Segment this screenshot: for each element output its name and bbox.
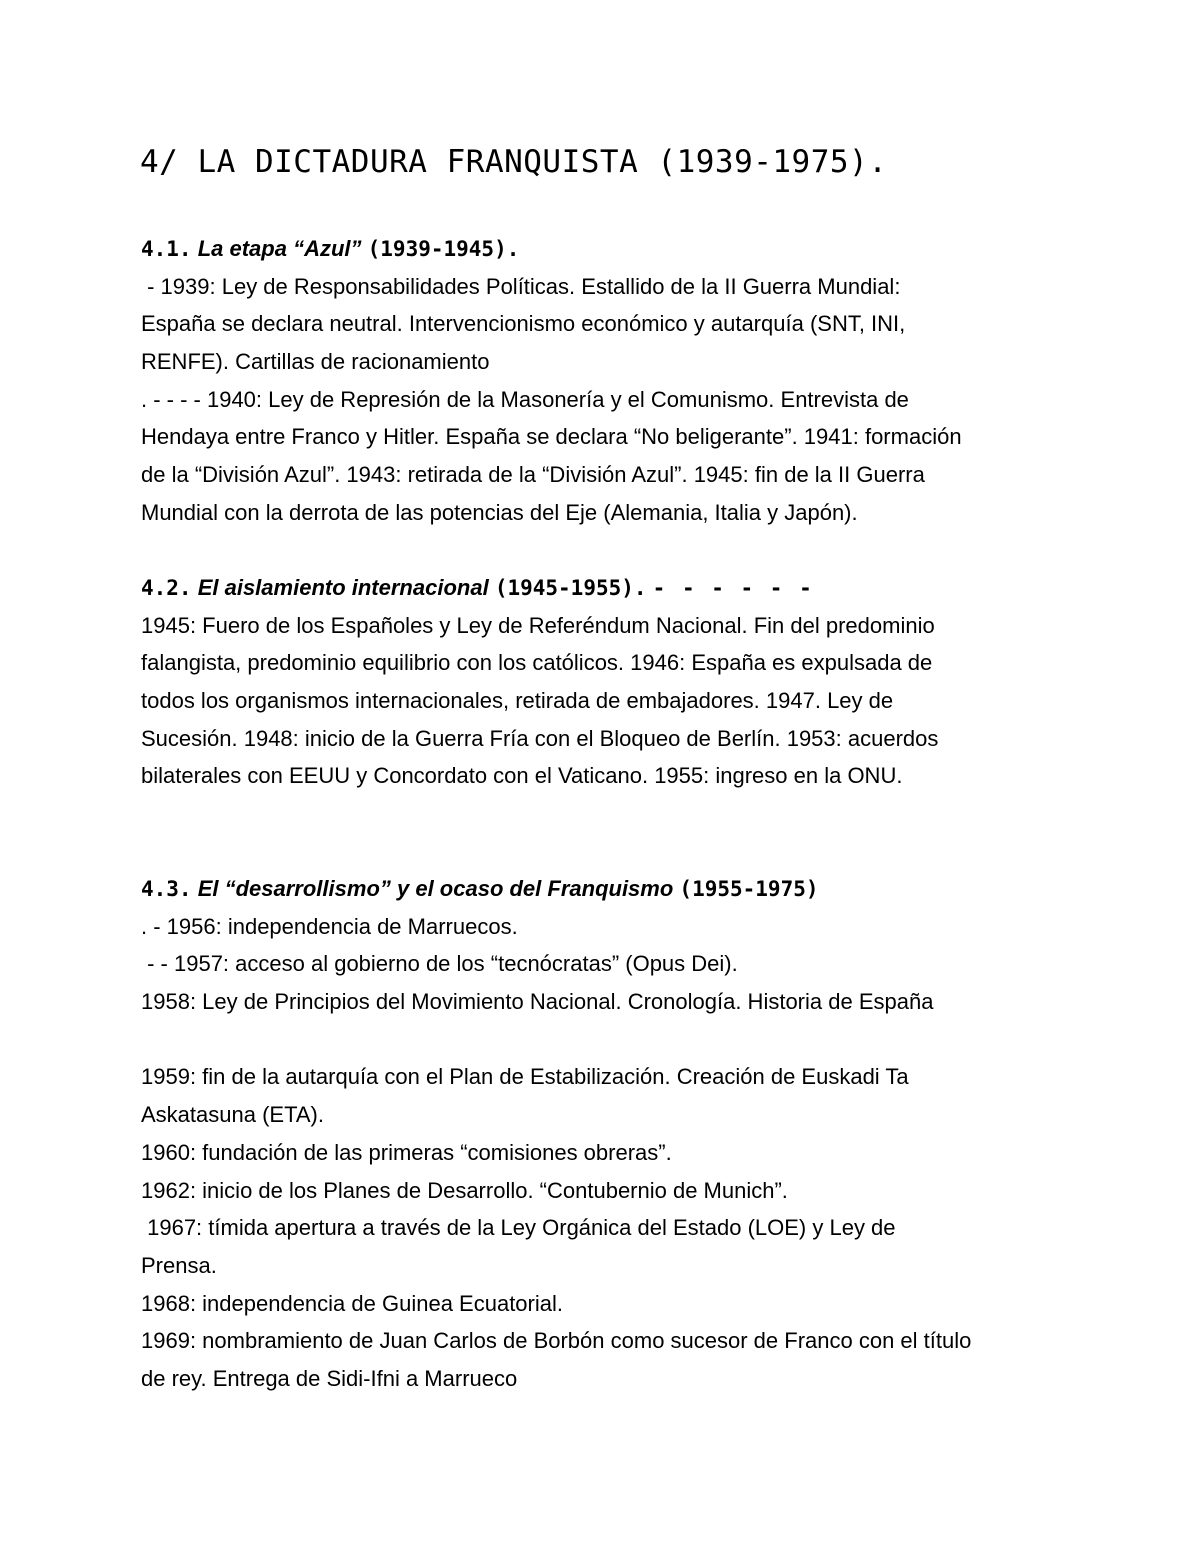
text-line: Hendaya entre Franco y Hitler. España se declara “No beligerante”. 1941: formación <box>141 424 962 450</box>
text-line: . - 1956: independencia de Marruecos. <box>141 913 518 939</box>
section-number: 4.1. <box>141 237 192 261</box>
text-line: 1969: nombramiento de Juan Carlos de Borbón como sucesor de Franco con el título <box>141 1328 972 1354</box>
text-line: Mundial con la derrota de las potencias del Eje (Alemania, Italia y Japón). <box>141 499 858 525</box>
text-line: todos los organismos internacionales, retirada de embajadores. 1947. Ley de <box>141 688 894 714</box>
section-heading <box>141 230 1071 268</box>
text-line: Prensa. <box>141 1252 217 1278</box>
text-line: 1968: independencia de Guinea Ecuatorial. <box>141 1290 563 1316</box>
section-number: 4.2. <box>141 576 192 600</box>
section-dates: (1945-1955). <box>494 576 647 600</box>
text-line: 1945: Fuero de los Españoles y Ley de Referéndum Nacional. Fin del predominio <box>141 612 935 638</box>
text-line: Sucesión. 1948: inicio de la Guerra Fría con el Bloqueo de Berlín. 1953: acuerdos <box>141 725 939 751</box>
text-line: 1959: fin de la autarquía con el Plan de Estabilización. Creación de Euskadi Ta <box>141 1064 909 1090</box>
text-line: 1967: tímida apertura a través de la Ley Orgánica del Estado (LOE) y Ley de <box>141 1215 896 1241</box>
section-heading <box>141 870 1071 908</box>
section-4-2 <box>141 569 1071 795</box>
section-number: 4.3. <box>141 877 192 901</box>
section-heading-text: La etapa “Azul” <box>197 236 362 261</box>
section-4-1 <box>141 230 1071 532</box>
section-heading-text: El aislamiento internacional <box>197 575 489 600</box>
text-line: Askatasuna (ETA). <box>141 1102 324 1128</box>
document-title: 4/ LA DICTADURA FRANQUISTA (1939-1975). <box>140 144 888 180</box>
section-dates: (1955-1975) <box>679 877 819 901</box>
text-line: de la “División Azul”. 1943: retirada de la “División Azul”. 1945: fin de la II Guerra <box>141 462 925 488</box>
text-line: de rey. Entrega de Sidi-Ifni a Marrueco <box>141 1365 518 1391</box>
section-dates: (1939-1945). <box>367 237 520 261</box>
section-dashes: - - - - - - <box>652 576 814 600</box>
text-line: España se declara neutral. Intervencionismo económico y autarquía (SNT, INI, <box>141 311 906 337</box>
text-line: - - 1957: acceso al gobierno de los “tecnócratas” (Opus Dei). <box>141 951 738 977</box>
section-heading-text: El “desarrollismo” y el ocaso del Franquismo <box>197 876 674 901</box>
text-line: 1958: Ley de Principios del Movimiento Nacional. Cronología. Historia de España <box>141 989 934 1015</box>
text-line: . - - - - 1940: Ley de Represión de la Masonería y el Comunismo. Entrevista de <box>141 386 909 412</box>
text-line: RENFE). Cartillas de racionamiento <box>141 349 490 375</box>
text-line: 1962: inicio de los Planes de Desarrollo. “Contubernio de Munich”. <box>141 1177 788 1203</box>
section-heading <box>141 569 1071 607</box>
section-4-3 <box>141 870 1071 1398</box>
text-line: bilaterales con EEUU y Concordato con el Vaticano. 1955: ingreso en la ONU. <box>141 763 903 789</box>
text-line: 1960: fundación de las primeras “comisiones obreras”. <box>141 1139 672 1165</box>
text-line: falangista, predominio equilibrio con los católicos. 1946: España es expulsada de <box>141 650 933 676</box>
text-line: - 1939: Ley de Responsabilidades Políticas. Estallido de la II Guerra Mundial: <box>141 273 901 299</box>
blank-line <box>141 1021 1071 1059</box>
